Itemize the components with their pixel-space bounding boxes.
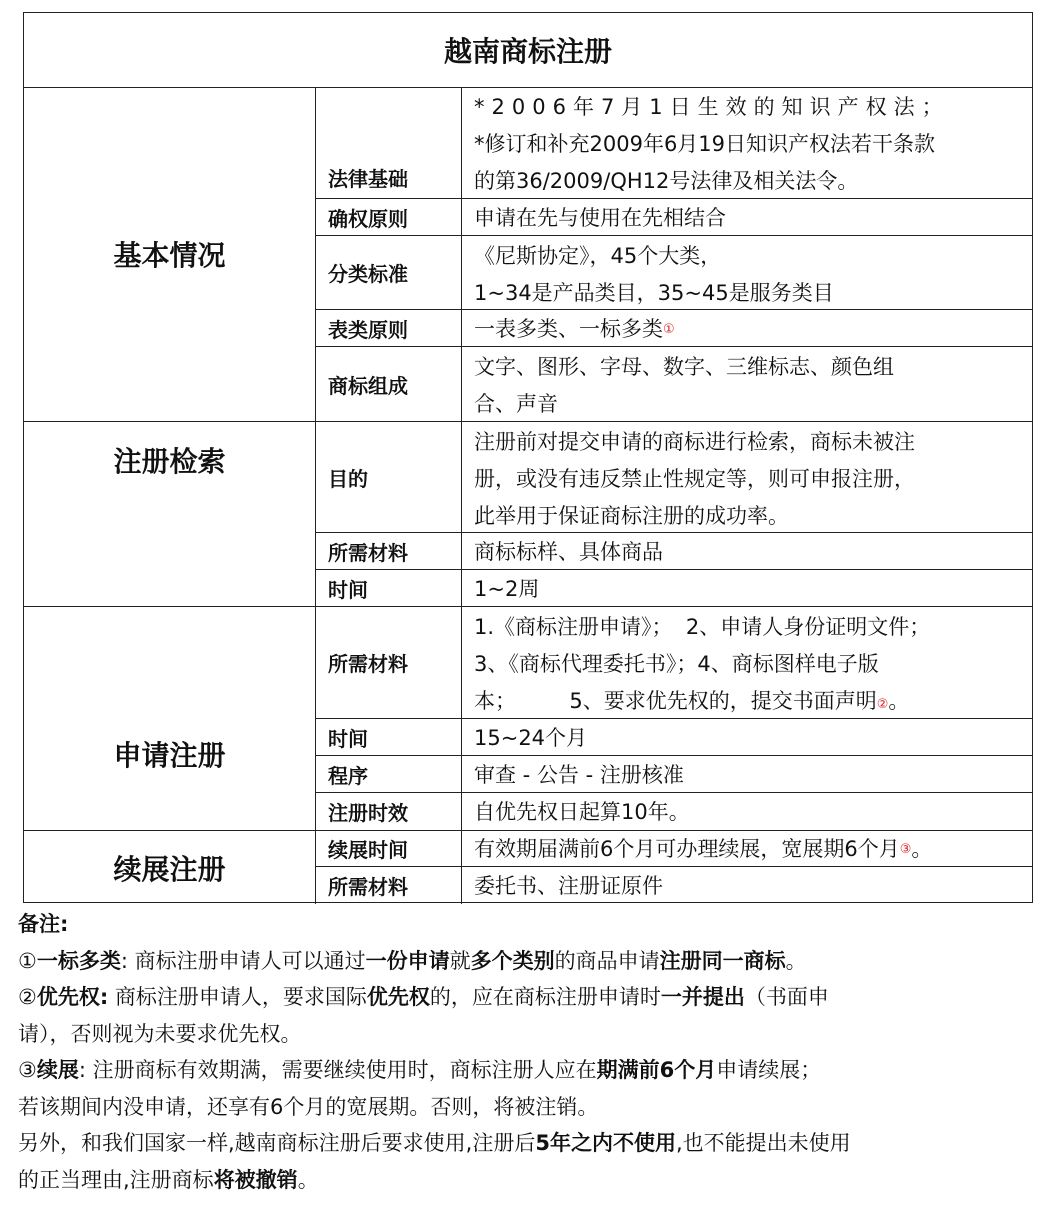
row-label: 确权原则 xyxy=(316,199,462,235)
row-label: 注册时效 xyxy=(316,793,462,830)
purpose-line-3: 此举用于保证商标注册的成功率。 xyxy=(474,504,789,528)
purpose-line-2: 册，或没有违反禁止性规定等，则可申报注册， xyxy=(474,467,915,491)
row-value xyxy=(462,607,1032,718)
row-purpose xyxy=(316,422,1032,533)
apply-line-3-end: 。 xyxy=(888,689,910,713)
section-apply: 申请注册 xyxy=(24,607,316,831)
row-value xyxy=(462,236,1032,309)
row-search-materials xyxy=(316,533,1032,570)
row-label: 所需材料 xyxy=(316,533,462,569)
note-1-text-e: 就 xyxy=(449,948,471,973)
compose-line-1: 文字、图形、字母、数字、三维标志、颜色组 xyxy=(474,355,894,379)
note-3-term: 续展 xyxy=(36,1058,79,1082)
legal-line-3: 的第36/2009/QH12号法律及相关法令。 xyxy=(474,169,859,193)
notes-section xyxy=(18,906,1033,1198)
row-label: 所需材料 xyxy=(316,867,462,904)
note-4-text-b: 5年之内不使用 xyxy=(535,1131,676,1155)
note-3-text-c: : 注册商标有效期满，需要继续使用时，商标注册人应在 xyxy=(78,1058,597,1082)
row-composition xyxy=(316,347,1032,422)
note-2-text-g: （书面申 xyxy=(744,985,829,1009)
section-basic: 基本情况 xyxy=(24,87,316,422)
row-label: 表类原则 xyxy=(316,310,462,346)
renew-time-end: 。 xyxy=(911,837,933,861)
section-renew: 续展注册 xyxy=(24,831,316,904)
compose-line-2: 合、声音 xyxy=(474,392,558,416)
row-value: 委托书、注册证原件 xyxy=(474,874,663,898)
renew-time-text: 有效期届满前6个月可办理续展，宽展期6个月 xyxy=(474,837,900,861)
note-1-text-i: 。 xyxy=(785,948,807,973)
note-4-text-d: 的正当理由,注册商标 xyxy=(18,1167,214,1192)
legal-line-1: *2006年7月1日生效的知识产权法； xyxy=(474,95,950,119)
row-validity xyxy=(316,793,1032,831)
row-multi-class xyxy=(316,310,1032,347)
class-line-2: 1~34是产品类目，35~45是服务类目 xyxy=(474,281,834,305)
note-1-text-f: 多个类别 xyxy=(470,948,555,973)
note-4-text-f: 。 xyxy=(297,1167,319,1192)
notes-heading-text: 备注: xyxy=(18,912,69,936)
note-2-text-f: 一并提出 xyxy=(660,985,745,1009)
trademark-table xyxy=(23,12,1033,903)
note-4-continued xyxy=(18,1162,1033,1199)
row-apply-time xyxy=(316,719,1032,756)
table-title: 越南商标注册 xyxy=(24,13,1032,88)
row-label: 法律基础 xyxy=(316,87,462,198)
note-1-text-d: 一份申请 xyxy=(365,948,450,973)
multi-class-text: 一表多类、一标多类 xyxy=(474,316,663,341)
row-value xyxy=(462,310,1032,346)
note-2-continued: 请），否则视为未要求优先权。 xyxy=(18,1021,302,1046)
row-principle xyxy=(316,199,1032,236)
row-label: 目的 xyxy=(316,422,462,532)
apply-line-3 xyxy=(474,683,1024,723)
note-2 xyxy=(18,979,1033,1016)
note-4-text-a: 另外，和我们国家一样,越南商标注册后要求使用,注册后 xyxy=(18,1131,536,1155)
notes-heading xyxy=(18,906,1033,943)
row-label: 商标组成 xyxy=(316,347,462,421)
row-value xyxy=(462,422,1032,532)
note-4 xyxy=(18,1125,1033,1162)
note-2-text-d: 优先权 xyxy=(366,985,430,1009)
purpose-line-1: 注册前对提交申请的商标进行检索，商标未被注 xyxy=(474,430,915,454)
section-search: 注册检索 xyxy=(24,422,316,607)
note-2-term: 优先权: xyxy=(36,985,109,1009)
apply-line-2: 3、《商标代理委托书》；4、商标图样电子版 xyxy=(474,652,879,676)
row-renew-materials xyxy=(316,867,1032,904)
apply-line-3-text: 本； 5、要求优先权的，提交书面声明 xyxy=(474,689,877,713)
note-1-text-c: : 商标注册申请人可以通过 xyxy=(120,948,366,973)
note-3 xyxy=(18,1052,1033,1089)
row-value xyxy=(462,87,1032,198)
row-value xyxy=(462,831,1032,866)
note-1-term: 一标多类 xyxy=(36,948,121,973)
note-1-text-g: 的商品申请 xyxy=(554,948,660,973)
class-line-1: 《尼斯协定》，45个大类， xyxy=(474,244,722,268)
row-renew-time xyxy=(316,831,1032,867)
note-3-text-e: 申请续展； xyxy=(716,1058,822,1082)
apply-line-1: 1.《商标注册申请》； 2、申请人身份证明文件； xyxy=(474,615,931,639)
row-value: 15~24个月 xyxy=(474,725,588,750)
note-1-text-h: 注册同一商标 xyxy=(659,948,786,973)
row-label: 所需材料 xyxy=(316,607,462,718)
legal-line-2: *修订和补充2009年6月19日知识产权法若干条款 xyxy=(474,132,936,156)
row-classification xyxy=(316,236,1032,310)
note-1-mark: ① xyxy=(18,948,37,973)
row-value: 审查 - 公告 - 注册核准 xyxy=(474,762,684,787)
row-value: 自优先权日起算10年。 xyxy=(474,800,690,824)
note-3-text-d: 期满前6个月 xyxy=(596,1058,717,1082)
note-3-mark: ③ xyxy=(18,1058,37,1082)
note-2-mark: ② xyxy=(18,985,37,1009)
note-1 xyxy=(18,943,1033,980)
note-4-text-c: ,也不能提出未使用 xyxy=(675,1131,851,1155)
note-4-text-e: 将被撤销 xyxy=(213,1167,298,1192)
row-search-time xyxy=(316,570,1032,607)
row-label: 分类标准 xyxy=(316,236,462,309)
row-legal-basis xyxy=(316,87,1032,199)
row-label: 时间 xyxy=(316,719,462,755)
row-label: 续展时间 xyxy=(316,831,462,866)
footnote-mark-2: ② xyxy=(876,697,889,712)
row-value: 申请在先与使用在先相结合 xyxy=(474,205,726,230)
row-procedure xyxy=(316,756,1032,793)
row-apply-materials xyxy=(316,607,1032,719)
row-value xyxy=(462,347,1032,421)
row-label: 程序 xyxy=(316,756,462,792)
note-2-text-e: 的，应在商标注册申请时 xyxy=(429,985,661,1009)
row-value: 商标标样、具体商品 xyxy=(474,539,663,564)
row-label: 时间 xyxy=(316,570,462,606)
footnote-mark-3: ③ xyxy=(899,842,912,857)
note-2-text-c: 商标注册申请人，要求国际 xyxy=(108,985,367,1009)
note-3-continued: 若该期间内没申请，还享有6个月的宽展期。否则，将被注销。 xyxy=(18,1094,599,1119)
row-value: 1~2周 xyxy=(474,576,540,601)
footnote-mark-1: ① xyxy=(663,321,675,337)
